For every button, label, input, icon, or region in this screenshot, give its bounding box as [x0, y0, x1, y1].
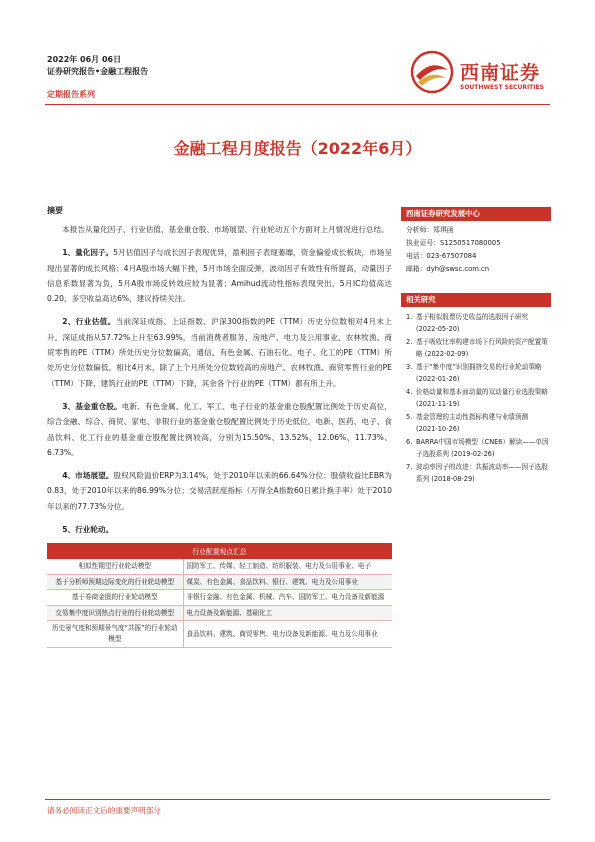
list-item[interactable]: 3. 基于“集中度”识别拥挤交易的行业轮动策略 (2022-01-26): [406, 363, 542, 383]
model-cell: 基于分析师预期边际变化的行业轮动模型: [47, 574, 183, 590]
list-item[interactable]: 7. 波动率因子的改进：共振波动率——因子选股系列 (2018-08-29): [406, 463, 548, 483]
related-header: 相关研究: [401, 293, 551, 307]
license-number: 执业证号：S1250517080005: [406, 239, 501, 247]
company-logo: [410, 50, 550, 96]
email-address: 邮箱：dyh@swsc.com.cn: [406, 265, 490, 273]
industries-cell: 国防军工、传媒、轻工制造、纺织服装、电力及公用事业、电子: [183, 559, 392, 574]
logo-emblem-icon: [410, 50, 454, 94]
abstract-section-5: 5、行业轮动。: [62, 525, 114, 535]
table-row: [47, 605, 392, 621]
model-cell: 基于券商金股的行业轮动模型: [47, 590, 183, 606]
logo-name-cn: 西南证券: [460, 62, 541, 84]
report-category: 证券研究报告•金融工程报告: [47, 67, 149, 76]
report-title: 金融工程月度报告（2022年6月）: [173, 139, 422, 158]
industry-allocation-table: [47, 543, 392, 648]
report-date: 2022年 06月 06日: [47, 55, 122, 64]
list-item[interactable]: 4. 价格动量和基本面动量的双动量行业选股策略 (2021-11-19): [406, 388, 548, 408]
industries-cell: 煤炭、有色金属、食品饮料、银行、建筑、电力及公用事业: [183, 574, 392, 590]
abstract-section: [47, 205, 392, 648]
report-meta: [47, 54, 148, 78]
table-row: [47, 574, 392, 590]
abstract-section-2: 2、行业估值。当前深证成指、上证指数、沪深300指数的PE（TTM）历史分位数相对4月末上升，深证成指从57.72%上升至63.99%。当前消费者服务、房地产、电力及公用事业、农林牧渔、商贸零售的PE（TTM）所处历史分位数偏高，通信、有色金属、石油石化、电子、化工的PE（TTM）所处历史分位数偏低。相比4月末，除了上个月所处分位数较高的房地产、农林牧渔、商贸零售行业的PE（TTM）下降，建筑行业的PE（TTM）下降，其余各个行业的PE（TTM）都有所上升。: [47, 317, 392, 388]
related-list: [401, 312, 551, 485]
list-item[interactable]: 5. 基金管理的主动性指标构建与业绩预测 (2021-10-26): [406, 413, 529, 433]
list-item[interactable]: 2. 基于吸收比率构建市场下行风险的资产配置策略 (2022-02-09): [406, 338, 548, 358]
table-header: 行业配置观点汇总: [47, 543, 392, 559]
industries-cell: 食品饮料、建筑、商贸零售、电力设备及新能源、电力及公用事业: [183, 621, 392, 647]
phone-number: 电话：023-67507084: [406, 252, 477, 260]
logo-name-en: SOUTHWEST SECURITIES: [460, 84, 544, 91]
footer-divider: [45, 799, 550, 800]
abstract-intro: 本报告从量化因子、行业估值、基金重仓股、市场展望、行业轮动五个方面对上月情况进行总结。: [62, 225, 389, 234]
disclaimer-note: 请务必阅读正文后的重要声明部分: [47, 806, 161, 815]
header-divider: [45, 104, 550, 105]
abstract-label: 摘要: [47, 206, 63, 215]
abstract-section-3: 3、基金重仓股。电新、有色金属、化工、军工、电子行业的基金重仓股配置比例处于历史高位，综合金融、综合、商贸、家电、非银行业的基金重仓股配置比例处于历史低位。电新、医药、电子、食品饮料、化工行业的基金重仓股配置比例较高，分别为15.50%、13.52%、12.06%、11.73%、6.73%。: [47, 401, 392, 457]
model-cell: 相似性期望行业轮动模型: [47, 559, 183, 574]
contact-header: 西南证券研究发展中心: [401, 207, 551, 221]
table-row: [47, 559, 392, 574]
table-row: [47, 621, 392, 647]
analyst-contact-box: [401, 207, 551, 276]
industries-cell: 电力设备及新能源、基础化工: [183, 605, 392, 621]
abstract-section-1: 1、量化因子。5月估值因子与成长因子表现优异，盈利因子表现萎靡，资金偏爱成长板块，市场呈现出显著的成长风格；4月A股市场大幅下挫，5月市场全面反弹，波动因子有效性有所提高，动量因子信息系数显著为负，5月A股市场反转效应较为显著；Amihud流动性指标表现突出，5月IC均值高达0.20，多空收益高达6%，建议持续关注。: [47, 248, 392, 304]
model-cell: 交易集中度识别热点行业的行业轮动模型: [47, 605, 183, 621]
industries-cell: 非银行金融、有色金属、机械、汽车、国防军工、电力设备及新能源: [183, 590, 392, 606]
analyst-name: 分析师：郑琪函: [406, 226, 454, 234]
related-research-box: [401, 293, 551, 487]
table-row: [47, 590, 392, 606]
model-cell: 历史景气度和预期景气度“共振”的行业轮动模型: [47, 621, 183, 647]
report-series: 定期报告系列: [47, 90, 95, 99]
list-item[interactable]: 6. BARRA中国市场模型（CNE6）解读——单因子选股系列 (2019-02-26): [406, 438, 549, 458]
abstract-section-4: 4、市场展望。股权风险溢价ERP为3.14%，处于2010年以来的66.64%分位；股债收益比EBR为0.83，处于2010年以来的86.99%分位；交易活跃度指标（万得全A指数60日累计换手率）处于2010年以来的77.73%分位。: [47, 471, 392, 511]
list-item[interactable]: 1. 基于相似股票历史收益的选股因子研究 (2022-05-20): [406, 313, 529, 333]
contact-details: [401, 224, 551, 276]
